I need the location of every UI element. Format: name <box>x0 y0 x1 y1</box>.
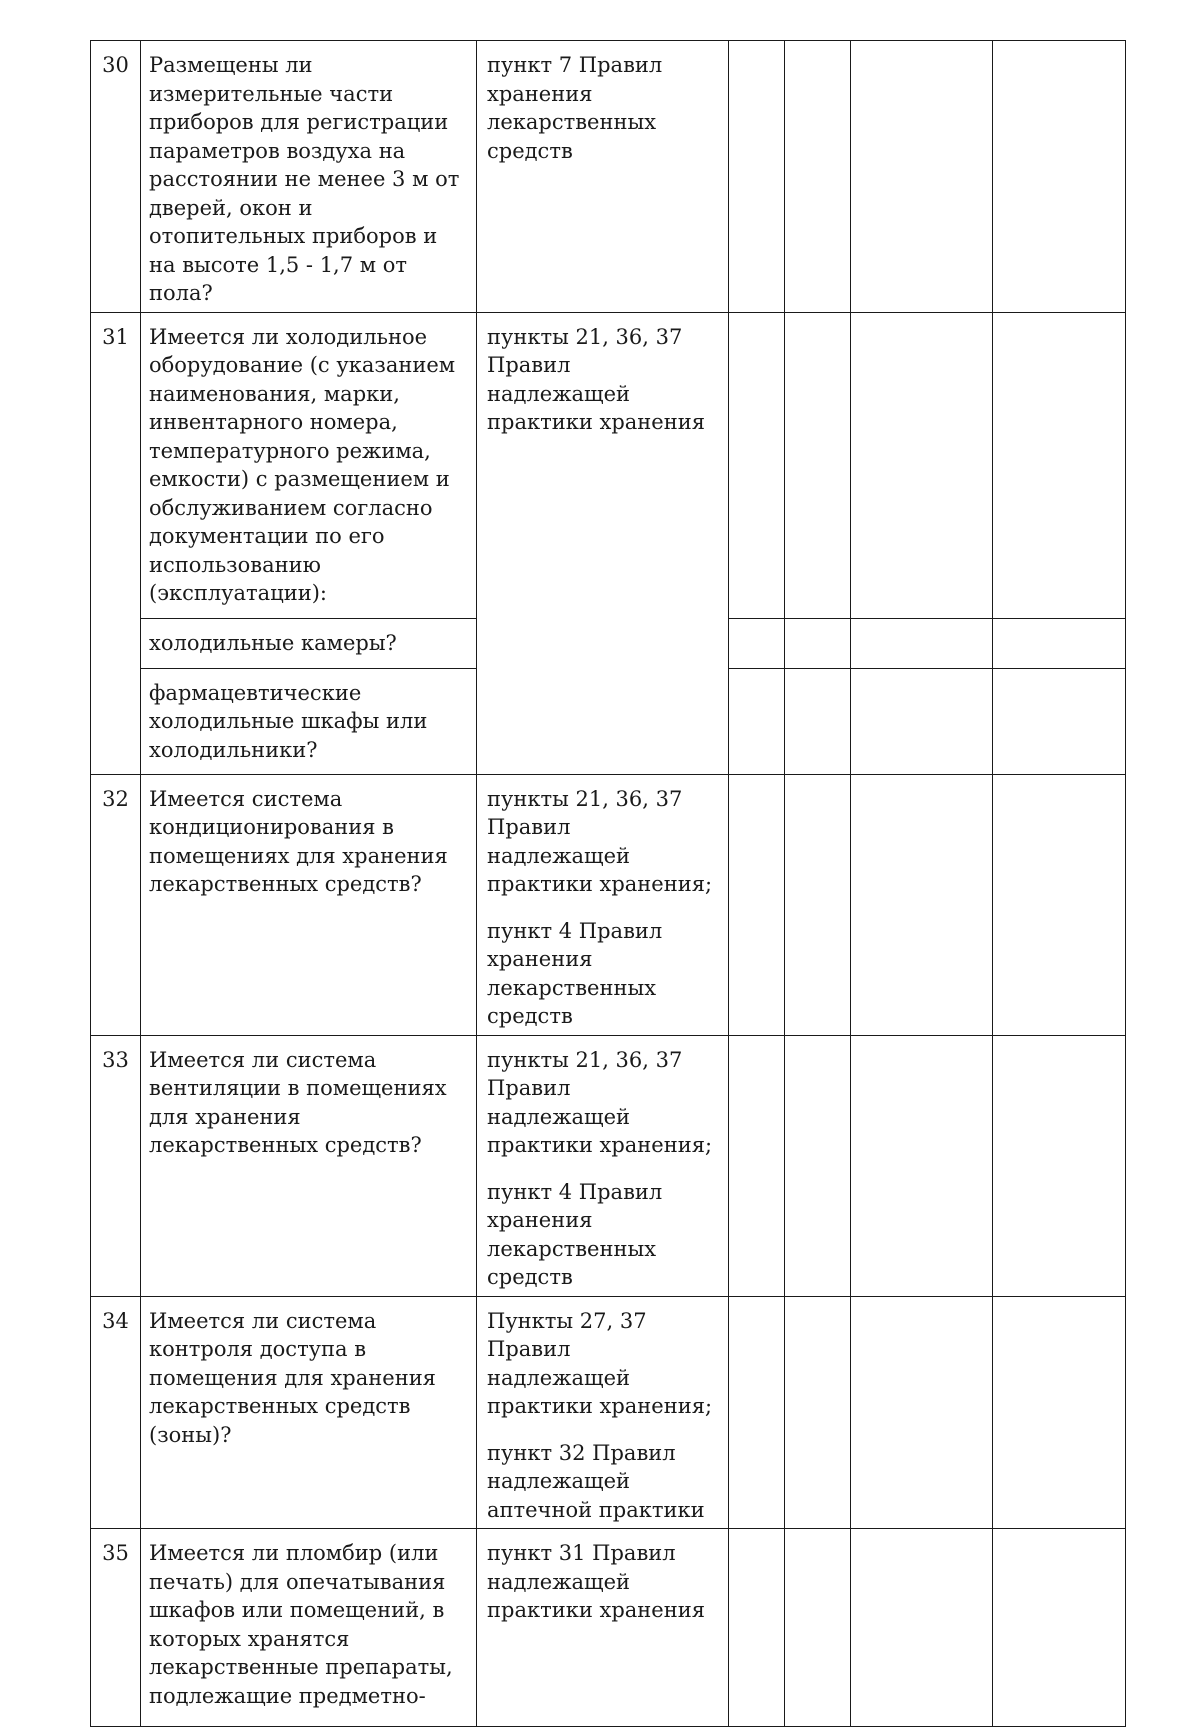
note-cell <box>993 1035 1126 1296</box>
answer-cell-yes <box>729 1035 785 1296</box>
row-number: 32 <box>91 774 141 1035</box>
answer-cell-yes <box>729 774 785 1035</box>
row-number: 34 <box>91 1296 141 1529</box>
answer-cell-yes <box>729 1529 785 1727</box>
table-row <box>91 1529 1126 1727</box>
row-number: 30 <box>91 41 141 313</box>
row-number: 31 <box>91 312 141 774</box>
requirement-subitem: фармацевтические холодильные шкафы или холодильники? <box>141 668 477 774</box>
regulation-reference <box>477 41 729 313</box>
table-row <box>91 774 1126 1035</box>
answer-cell-na <box>851 774 993 1035</box>
reference-text: пункт 4 Правил хранения лекарственных средств <box>487 1179 663 1289</box>
reference-text: пункт 7 Правил хранения лекарственных средств <box>487 53 663 163</box>
row-number: 35 <box>91 1529 141 1727</box>
table-row <box>91 1296 1126 1529</box>
answer-cell-yes <box>729 1296 785 1529</box>
answer-cell-na <box>851 1529 993 1727</box>
regulation-reference <box>477 1296 729 1529</box>
answer-cell-no <box>785 618 851 668</box>
answer-cell-no <box>785 1035 851 1296</box>
note-cell <box>993 41 1126 313</box>
reference-text: Пункты 27, 37 Правил надлежащей практики хранения; <box>487 1308 713 1418</box>
reference-text: пункт 32 Правил надлежащей аптечной практики <box>487 1440 705 1522</box>
requirement-question: Имеется ли система вентиляции в помещениях для хранения лекарственных средств? <box>141 1035 477 1296</box>
table-row <box>91 1035 1126 1296</box>
answer-cell-yes <box>729 618 785 668</box>
answer-cell-na <box>851 312 993 618</box>
checklist-table <box>90 40 1126 1727</box>
answer-cell-na <box>851 41 993 313</box>
reference-text: пункты 21, 36, 37 Правил надлежащей практики хранения; <box>487 1047 713 1157</box>
note-cell <box>993 312 1126 618</box>
answer-cell-no <box>785 1529 851 1727</box>
reference-text: пункты 21, 36, 37 Правил надлежащей практики хранения <box>487 324 705 434</box>
requirement-question: Имеется ли система контроля доступа в помещения для хранения лекарственных средств (зоны)? <box>141 1296 477 1529</box>
note-cell <box>993 1296 1126 1529</box>
answer-cell-yes <box>729 41 785 313</box>
requirement-question: Имеется ли пломбир (или печать) для опечатывания шкафов или помещений, в которых хранятся лекарственные препараты, подлежащие предметно- <box>141 1529 477 1727</box>
table-row <box>91 41 1126 313</box>
table-row <box>91 312 1126 618</box>
answer-cell-no <box>785 668 851 774</box>
regulation-reference <box>477 1529 729 1727</box>
regulation-reference <box>477 1035 729 1296</box>
row-number: 33 <box>91 1035 141 1296</box>
reference-text: пункт 4 Правил хранения лекарственных средств <box>487 918 663 1028</box>
answer-cell-no <box>785 312 851 618</box>
note-cell <box>993 774 1126 1035</box>
answer-cell-yes <box>729 668 785 774</box>
requirement-question: Размещены ли измерительные части приборов для регистрации параметров воздуха на расстоянии не менее 3 м от дверей, окон и отопительных приборов и на высоте 1,5 - 1,7 м от пола? <box>141 41 477 313</box>
note-cell <box>993 668 1126 774</box>
answer-cell-na <box>851 1296 993 1529</box>
answer-cell-yes <box>729 312 785 618</box>
requirement-question: Имеется ли холодильное оборудование (с указанием наименования, марки, инвентарного номера, температурного режима, емкости) с размещением и обслуживанием согласно документации по его использованию (эксплуатации): <box>141 312 477 618</box>
answer-cell-no <box>785 774 851 1035</box>
requirement-subitem: холодильные камеры? <box>141 618 477 668</box>
note-cell <box>993 618 1126 668</box>
answer-cell-na <box>851 618 993 668</box>
answer-cell-no <box>785 41 851 313</box>
reference-text: пункты 21, 36, 37 Правил надлежащей практики хранения; <box>487 786 713 896</box>
answer-cell-na <box>851 668 993 774</box>
reference-text: пункт 31 Правил надлежащей практики хранения <box>487 1541 705 1622</box>
regulation-reference <box>477 774 729 1035</box>
regulation-reference <box>477 312 729 774</box>
note-cell <box>993 1529 1126 1727</box>
answer-cell-no <box>785 1296 851 1529</box>
answer-cell-na <box>851 1035 993 1296</box>
requirement-question: Имеется система кондиционирования в помещениях для хранения лекарственных средств? <box>141 774 477 1035</box>
